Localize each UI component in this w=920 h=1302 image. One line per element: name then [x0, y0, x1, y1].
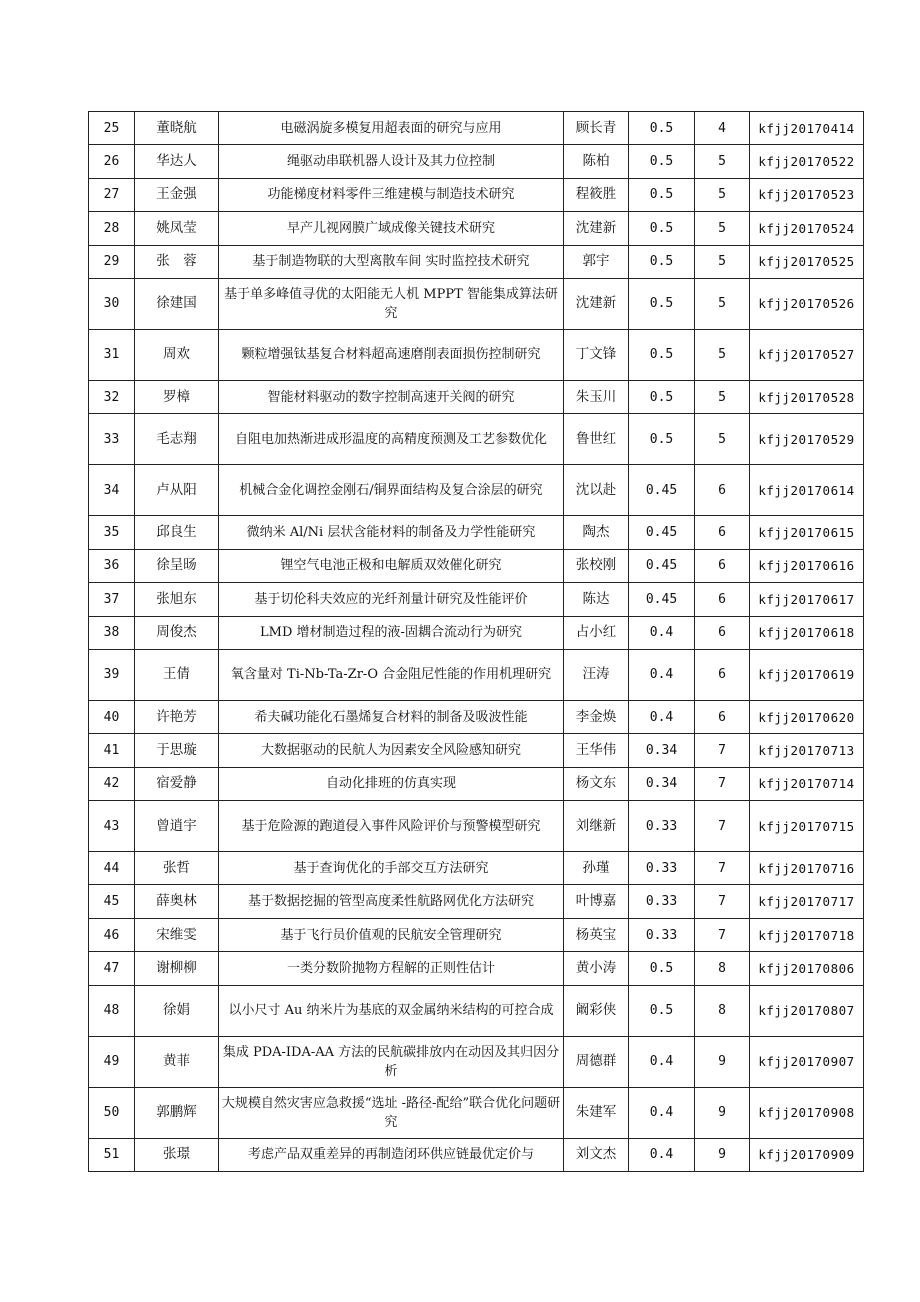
project-code: kfjj20170525: [750, 245, 864, 278]
project-title: 微纳米 Al/Ni 层状含能材料的制备及力学性能研究: [219, 516, 564, 549]
project-title: 基于查询优化的手部交互方法研究: [219, 852, 564, 885]
funding-amount: 0.4: [629, 700, 695, 733]
row-number: 29: [89, 245, 135, 278]
advisor-name: 陈柏: [564, 145, 629, 178]
project-code: kfjj20170523: [750, 178, 864, 211]
table-row: [89, 801, 864, 852]
applicant-name: 徐建国: [135, 278, 219, 329]
applicant-name: 张哲: [135, 852, 219, 885]
batch-number: 7: [695, 885, 750, 918]
advisor-name: 孙瑾: [564, 852, 629, 885]
project-code: kfjj20170527: [750, 329, 864, 380]
advisor-name: 沈以赴: [564, 465, 629, 516]
project-title: 早产儿视网膜广域成像关键技术研究: [219, 212, 564, 245]
applicant-name: 曾逍宇: [135, 801, 219, 852]
funding-amount: 0.4: [629, 1138, 695, 1171]
project-code: kfjj20170714: [750, 767, 864, 800]
table-body: [89, 112, 864, 1172]
advisor-name: 刘文杰: [564, 1138, 629, 1171]
batch-number: 5: [695, 329, 750, 380]
table-row: [89, 178, 864, 211]
project-code: kfjj20170414: [750, 112, 864, 145]
row-number: 47: [89, 952, 135, 985]
batch-number: 5: [695, 212, 750, 245]
funding-amount: 0.5: [629, 985, 695, 1036]
funding-amount: 0.45: [629, 465, 695, 516]
row-number: 35: [89, 516, 135, 549]
project-title: 绳驱动串联机器人设计及其力位控制: [219, 145, 564, 178]
project-code: kfjj20170807: [750, 985, 864, 1036]
table-row: [89, 145, 864, 178]
project-code: kfjj20170909: [750, 1138, 864, 1171]
table-row: [89, 1036, 864, 1087]
applicant-name: 徐呈旸: [135, 549, 219, 582]
row-number: 44: [89, 852, 135, 885]
project-title: 基于数据挖掘的管型高度柔性航路网优化方法研究: [219, 885, 564, 918]
applicant-name: 张 蓉: [135, 245, 219, 278]
table-row: [89, 329, 864, 380]
funding-amount: 0.33: [629, 852, 695, 885]
project-title: 基于危险源的跑道侵入事件风险评价与预警模型研究: [219, 801, 564, 852]
funding-amount: 0.33: [629, 918, 695, 951]
funding-amount: 0.34: [629, 734, 695, 767]
advisor-name: 陈达: [564, 583, 629, 616]
project-code: kfjj20170528: [750, 380, 864, 413]
table-row: [89, 465, 864, 516]
funding-amount: 0.33: [629, 885, 695, 918]
applicant-name: 郭鹏辉: [135, 1087, 219, 1138]
batch-number: 9: [695, 1036, 750, 1087]
advisor-name: 沈建新: [564, 278, 629, 329]
funding-amount: 0.5: [629, 329, 695, 380]
applicant-name: 于思璇: [135, 734, 219, 767]
project-title: 氧含量对 Ti-Nb-Ta-Zr-O 合金阻尼性能的作用机理研究: [219, 649, 564, 700]
batch-number: 7: [695, 767, 750, 800]
batch-number: 7: [695, 801, 750, 852]
project-code: kfjj20170717: [750, 885, 864, 918]
batch-number: 9: [695, 1087, 750, 1138]
table-row: [89, 616, 864, 649]
table-row: [89, 380, 864, 413]
project-code: kfjj20170617: [750, 583, 864, 616]
applicant-name: 董晓航: [135, 112, 219, 145]
batch-number: 5: [695, 380, 750, 413]
funding-amount: 0.45: [629, 549, 695, 582]
applicant-name: 毛志翔: [135, 414, 219, 465]
project-title: 集成 PDA-IDA-AA 方法的民航碳排放内在动因及其归因分析: [219, 1036, 564, 1087]
applicant-name: 许艳芳: [135, 700, 219, 733]
batch-number: 6: [695, 549, 750, 582]
applicant-name: 卢从阳: [135, 465, 219, 516]
project-code: kfjj20170618: [750, 616, 864, 649]
advisor-name: 周德群: [564, 1036, 629, 1087]
project-code: kfjj20170908: [750, 1087, 864, 1138]
project-code: kfjj20170713: [750, 734, 864, 767]
table-row: [89, 1138, 864, 1171]
row-number: 48: [89, 985, 135, 1036]
applicant-name: 张璟: [135, 1138, 219, 1171]
table-row: [89, 583, 864, 616]
applicant-name: 周欢: [135, 329, 219, 380]
table-row: [89, 112, 864, 145]
row-number: 27: [89, 178, 135, 211]
row-number: 32: [89, 380, 135, 413]
table-row: [89, 918, 864, 951]
table-row: [89, 734, 864, 767]
project-code: kfjj20170526: [750, 278, 864, 329]
project-title: 智能材料驱动的数字控制高速开关阀的研究: [219, 380, 564, 413]
project-table: [88, 111, 864, 1172]
applicant-name: 徐娟: [135, 985, 219, 1036]
project-title: 基于制造物联的大型离散车间 实时监控技术研究: [219, 245, 564, 278]
advisor-name: 鲁世红: [564, 414, 629, 465]
table-row: [89, 516, 864, 549]
project-title: 一类分数阶抛物方程解的正则性估计: [219, 952, 564, 985]
applicant-name: 王倩: [135, 649, 219, 700]
row-number: 38: [89, 616, 135, 649]
applicant-name: 张旭东: [135, 583, 219, 616]
batch-number: 4: [695, 112, 750, 145]
project-title: 希夫碱功能化石墨烯复合材料的制备及吸波性能: [219, 700, 564, 733]
project-code: kfjj20170806: [750, 952, 864, 985]
funding-amount: 0.4: [629, 616, 695, 649]
funding-amount: 0.5: [629, 278, 695, 329]
batch-number: 5: [695, 178, 750, 211]
batch-number: 6: [695, 465, 750, 516]
funding-amount: 0.4: [629, 1087, 695, 1138]
table-row: [89, 700, 864, 733]
project-title: 大数据驱动的民航人为因素安全风险感知研究: [219, 734, 564, 767]
row-number: 34: [89, 465, 135, 516]
advisor-name: 郭宇: [564, 245, 629, 278]
project-title: 电磁涡旋多模复用超表面的研究与应用: [219, 112, 564, 145]
applicant-name: 黄菲: [135, 1036, 219, 1087]
project-code: kfjj20170616: [750, 549, 864, 582]
table-row: [89, 767, 864, 800]
row-number: 39: [89, 649, 135, 700]
batch-number: 8: [695, 985, 750, 1036]
applicant-name: 薛奥林: [135, 885, 219, 918]
table-row: [89, 985, 864, 1036]
table-row: [89, 1087, 864, 1138]
project-title: 基于飞行员价值观的民航安全管理研究: [219, 918, 564, 951]
applicant-name: 宋维雯: [135, 918, 219, 951]
advisor-name: 顾长青: [564, 112, 629, 145]
funding-amount: 0.45: [629, 516, 695, 549]
batch-number: 7: [695, 852, 750, 885]
project-title: 基于切伦科夫效应的光纤剂量计研究及性能评价: [219, 583, 564, 616]
advisor-name: 汪涛: [564, 649, 629, 700]
advisor-name: 阚彩侠: [564, 985, 629, 1036]
applicant-name: 罗樟: [135, 380, 219, 413]
row-number: 43: [89, 801, 135, 852]
advisor-name: 杨英宝: [564, 918, 629, 951]
project-code: kfjj20170619: [750, 649, 864, 700]
table-row: [89, 549, 864, 582]
funding-amount: 0.34: [629, 767, 695, 800]
applicant-name: 王金强: [135, 178, 219, 211]
project-title: 以小尺寸 Au 纳米片为基底的双金属纳米结构的可控合成: [219, 985, 564, 1036]
funding-amount: 0.5: [629, 414, 695, 465]
project-code: kfjj20170615: [750, 516, 864, 549]
batch-number: 6: [695, 583, 750, 616]
table-row: [89, 278, 864, 329]
table-row: [89, 212, 864, 245]
advisor-name: 黄小涛: [564, 952, 629, 985]
project-title: 功能梯度材料零件三维建模与制造技术研究: [219, 178, 564, 211]
row-number: 41: [89, 734, 135, 767]
advisor-name: 叶博嘉: [564, 885, 629, 918]
advisor-name: 朱建军: [564, 1087, 629, 1138]
advisor-name: 程筱胜: [564, 178, 629, 211]
project-code: kfjj20170907: [750, 1036, 864, 1087]
funding-amount: 0.4: [629, 649, 695, 700]
advisor-name: 占小红: [564, 616, 629, 649]
advisor-name: 王华伟: [564, 734, 629, 767]
batch-number: 5: [695, 245, 750, 278]
row-number: 36: [89, 549, 135, 582]
advisor-name: 刘继新: [564, 801, 629, 852]
project-title: 大规模自然灾害应急救援“选址 -路径-配给”联合优化问题研究: [219, 1087, 564, 1138]
project-code: kfjj20170614: [750, 465, 864, 516]
advisor-name: 陶杰: [564, 516, 629, 549]
funding-amount: 0.5: [629, 112, 695, 145]
table-row: [89, 885, 864, 918]
project-title: 自动化排班的仿真实现: [219, 767, 564, 800]
table-row: [89, 852, 864, 885]
funding-amount: 0.4: [629, 1036, 695, 1087]
applicant-name: 邱良生: [135, 516, 219, 549]
batch-number: 7: [695, 918, 750, 951]
project-code: kfjj20170524: [750, 212, 864, 245]
batch-number: 6: [695, 616, 750, 649]
funding-amount: 0.33: [629, 801, 695, 852]
batch-number: 5: [695, 414, 750, 465]
advisor-name: 张校刚: [564, 549, 629, 582]
project-code: kfjj20170718: [750, 918, 864, 951]
project-code: kfjj20170620: [750, 700, 864, 733]
project-title: 考虑产品双重差异的再制造闭环供应链最优定价与: [219, 1138, 564, 1171]
funding-amount: 0.5: [629, 178, 695, 211]
batch-number: 6: [695, 649, 750, 700]
row-number: 33: [89, 414, 135, 465]
advisor-name: 杨文东: [564, 767, 629, 800]
table-row: [89, 414, 864, 465]
funding-amount: 0.5: [629, 145, 695, 178]
applicant-name: 宿爱静: [135, 767, 219, 800]
advisor-name: 朱玉川: [564, 380, 629, 413]
row-number: 49: [89, 1036, 135, 1087]
batch-number: 8: [695, 952, 750, 985]
row-number: 42: [89, 767, 135, 800]
batch-number: 9: [695, 1138, 750, 1171]
project-code: kfjj20170522: [750, 145, 864, 178]
row-number: 37: [89, 583, 135, 616]
applicant-name: 华达人: [135, 145, 219, 178]
project-title: 机械合金化调控金刚石/铜界面结构及复合涂层的研究: [219, 465, 564, 516]
applicant-name: 姚凤莹: [135, 212, 219, 245]
advisor-name: 丁文锋: [564, 329, 629, 380]
funding-amount: 0.5: [629, 952, 695, 985]
project-title: LMD 增材制造过程的液-固耦合流动行为研究: [219, 616, 564, 649]
project-title: 锂空气电池正极和电解质双效催化研究: [219, 549, 564, 582]
project-title: 颗粒增强钛基复合材料超高速磨削表面损伤控制研究: [219, 329, 564, 380]
table-row: [89, 952, 864, 985]
batch-number: 6: [695, 516, 750, 549]
row-number: 46: [89, 918, 135, 951]
table-row: [89, 649, 864, 700]
batch-number: 7: [695, 734, 750, 767]
applicant-name: 谢柳柳: [135, 952, 219, 985]
row-number: 50: [89, 1087, 135, 1138]
project-title: 自阻电加热渐进成形温度的高精度预测及工艺参数优化: [219, 414, 564, 465]
row-number: 28: [89, 212, 135, 245]
row-number: 25: [89, 112, 135, 145]
applicant-name: 周俊杰: [135, 616, 219, 649]
funding-amount: 0.5: [629, 212, 695, 245]
funding-amount: 0.45: [629, 583, 695, 616]
row-number: 40: [89, 700, 135, 733]
batch-number: 5: [695, 278, 750, 329]
batch-number: 6: [695, 700, 750, 733]
project-code: kfjj20170716: [750, 852, 864, 885]
funding-amount: 0.5: [629, 245, 695, 278]
row-number: 30: [89, 278, 135, 329]
project-title: 基于单多峰值寻优的太阳能无人机 MPPT 智能集成算法研究: [219, 278, 564, 329]
project-code: kfjj20170715: [750, 801, 864, 852]
batch-number: 5: [695, 145, 750, 178]
row-number: 26: [89, 145, 135, 178]
row-number: 45: [89, 885, 135, 918]
row-number: 51: [89, 1138, 135, 1171]
advisor-name: 李金焕: [564, 700, 629, 733]
row-number: 31: [89, 329, 135, 380]
table-row: [89, 245, 864, 278]
project-code: kfjj20170529: [750, 414, 864, 465]
advisor-name: 沈建新: [564, 212, 629, 245]
funding-amount: 0.5: [629, 380, 695, 413]
